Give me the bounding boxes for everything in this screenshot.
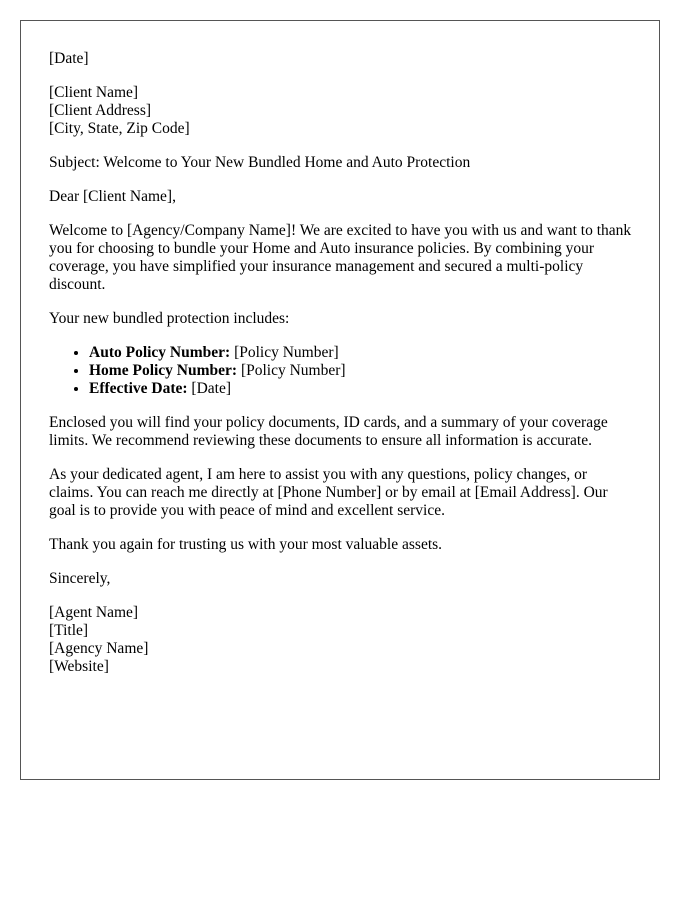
home-policy-value: [Policy Number] xyxy=(237,362,346,379)
list-item-effective-date xyxy=(89,380,633,398)
auto-policy-value: [Policy Number] xyxy=(230,344,339,361)
letter-date: [Date] xyxy=(49,50,89,67)
agent-contact-paragraph: As your dedicated agent, I am here to assist you with any questions, policy changes, or claims. You can reach me directly at [Phone Number] or by email at [Email Address]. Our goal is to provide you with peace of mind and excellent service. xyxy=(49,466,608,519)
signature-block xyxy=(49,604,633,676)
recipient-name: [Client Name] xyxy=(49,84,139,101)
auto-policy-label: Auto Policy Number: xyxy=(89,344,231,361)
home-policy-label: Home Policy Number: xyxy=(89,362,238,379)
letter-closing: Sincerely, xyxy=(49,570,111,587)
letter-body xyxy=(49,50,633,676)
list-item-home-policy xyxy=(89,362,633,380)
effective-date-value: [Date] xyxy=(187,380,232,397)
signature-agent-name: [Agent Name] xyxy=(49,604,139,621)
letter-subject: Subject: Welcome to Your New Bundled Home and Auto Protection xyxy=(49,154,471,171)
signature-title: [Title] xyxy=(49,622,89,639)
documents-paragraph: Enclosed you will find your policy documents, ID cards, and a summary of your coverage limits. We recommend reviewing these documents to ensure all information is accurate. xyxy=(49,414,608,449)
recipient-block xyxy=(49,84,633,138)
list-item-auto-policy xyxy=(89,344,633,362)
signature-agency-name: [Agency Name] xyxy=(49,640,149,657)
protection-intro-paragraph: Your new bundled protection includes: xyxy=(49,310,290,327)
letter-page xyxy=(20,20,660,780)
signature-website: [Website] xyxy=(49,658,109,675)
policy-details-list xyxy=(49,344,633,398)
thank-you-paragraph: Thank you again for trusting us with your most valuable assets. xyxy=(49,536,443,553)
recipient-city-state-zip: [City, State, Zip Code] xyxy=(49,120,190,137)
effective-date-label: Effective Date: xyxy=(89,380,188,397)
recipient-address: [Client Address] xyxy=(49,102,152,119)
intro-paragraph: Welcome to [Agency/Company Name]! We are excited to have you with us and want to thank you for choosing to bundle your Home and Auto insurance policies. By combining your coverage, you have simplified your insurance management and secured a multi-policy discount. xyxy=(49,222,632,293)
letter-salutation: Dear [Client Name], xyxy=(49,188,176,205)
